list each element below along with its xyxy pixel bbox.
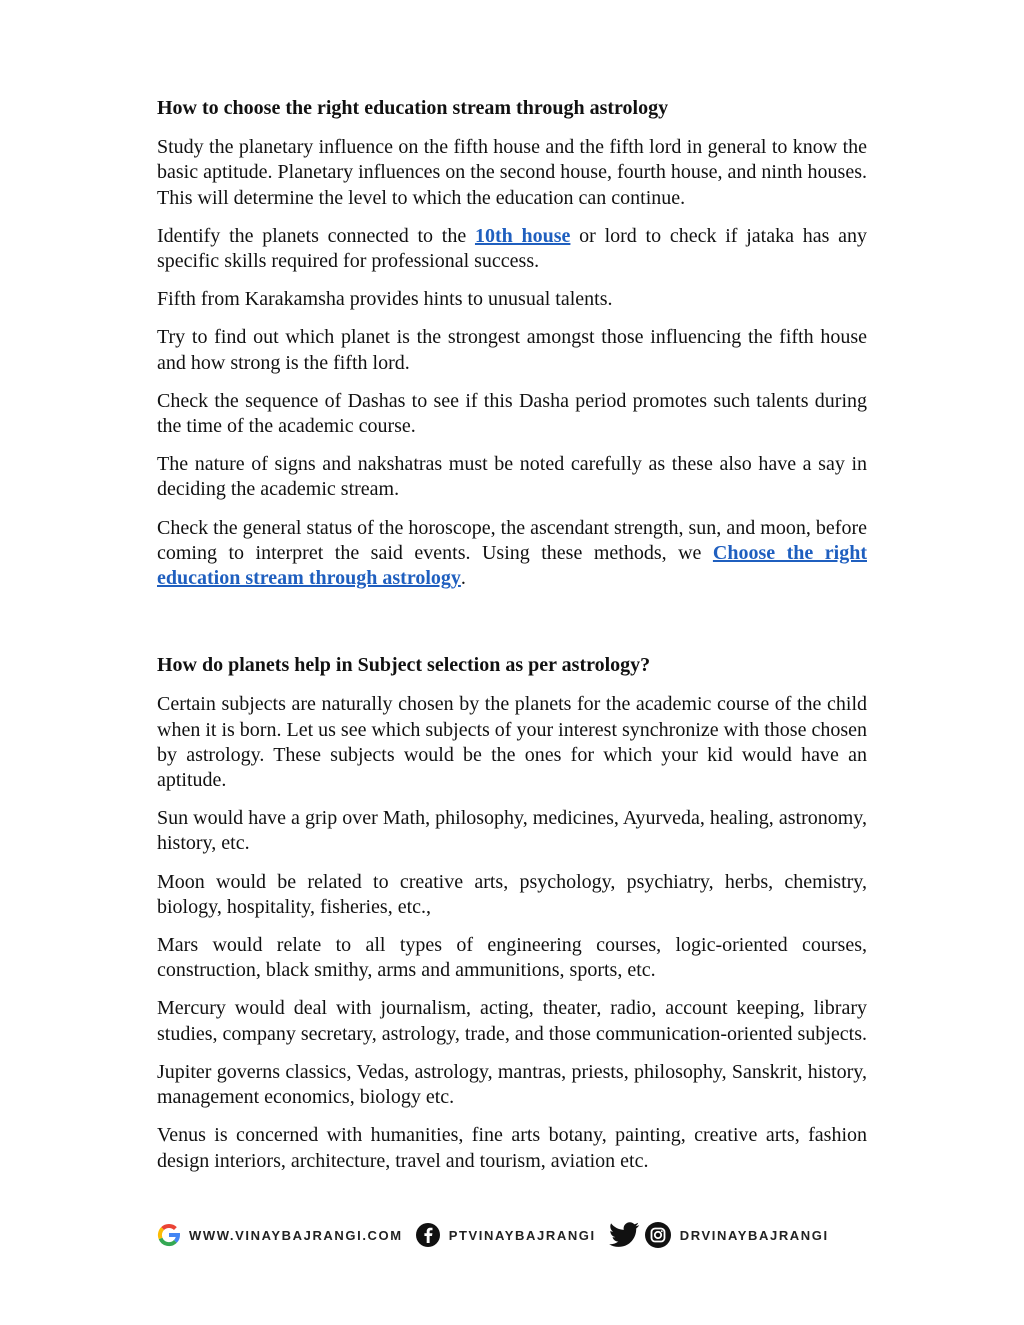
paragraph: The nature of signs and nakshatras must be noted carefully as these also have a say in deciding the academic stream. [157, 453, 867, 501]
paragraph-text: Check the general status of the horoscope, the ascendant strength, sun, and moon, before coming to interpret the said events. Using these methods, we [157, 516, 867, 564]
facebook-icon [415, 1222, 441, 1248]
instagram-icon [644, 1221, 672, 1249]
education-stream-link[interactable]: Choose the right education stream through astrology [157, 541, 867, 590]
tenth-house-link[interactable]: 10th house [474, 224, 571, 247]
footer-bar [157, 1220, 867, 1250]
footer-social[interactable] [608, 1221, 829, 1249]
footer-website[interactable] [157, 1223, 403, 1247]
paragraph: Study the planetary influence on the fifth house and the fifth lord in general to know the basic aptitude. Planetary influences on the second house, fourth house, and ninth houses. This will determine the level to which the education can continue. [157, 136, 867, 209]
twitter-icon [608, 1222, 640, 1248]
google-icon [157, 1223, 181, 1247]
footer-social-text: DRVINAYBAJRANGI [679, 1227, 829, 1243]
paragraph: Try to find out which planet is the strongest amongst those influencing the fifth house and how strong is the fifth lord. [157, 326, 867, 374]
paragraph-text: or lord to check if jataka has any specific skills required for professional success. [157, 224, 868, 273]
paragraph: Sun would have a grip over Math, philosophy, medicines, Ayurveda, healing, astronomy, history, etc. [157, 807, 867, 855]
paragraph: Certain subjects are naturally chosen by the planets for the academic course of the child when it is born. Let us see which subjects of your interest synchronize with those chosen by astrology. These subjects would be the ones for which your kid would have an aptitude. [157, 693, 867, 792]
paragraph: Jupiter governs classics, Vedas, astrology, mantras, priests, philosophy, Sanskrit, history, management economics, biology etc. [157, 1060, 867, 1109]
paragraph: Check the sequence of Dashas to see if this Dasha period promotes such talents during the time of the academic course. [157, 389, 867, 438]
paragraph: Venus is concerned with humanities, fine arts botany, painting, creative arts, fashion design interiors, architecture, travel and tourism, aviation etc. [157, 1124, 867, 1172]
paragraph: Fifth from Karakamsha provides hints to unusual talents. [157, 288, 613, 311]
paragraph [157, 516, 867, 592]
footer-website-text: WWW.VINAYBAJRANGI.COM [189, 1227, 403, 1243]
paragraph: Moon would be related to creative arts, psychology, psychiatry, herbs, chemistry, biology, hospitality, fisheries, etc., [157, 870, 867, 918]
footer-facebook[interactable] [415, 1222, 596, 1248]
paragraph [157, 224, 867, 274]
paragraph-text: . [460, 567, 466, 590]
paragraph: Mercury would deal with journalism, acting, theater, radio, account keeping, library studies, company secretary, astrology, trade, and those communication-oriented subjects. [157, 997, 867, 1045]
section-heading-subject-selection: How do planets help in Subject selection as per astrology? [157, 654, 651, 677]
paragraph-text: Identify the planets connected to the [157, 224, 475, 247]
section-heading-education-stream: How to choose the right education stream through astrology [157, 97, 669, 119]
document-page [157, 96, 867, 1187]
footer-facebook-text: PTVINAYBAJRANGI [448, 1227, 596, 1243]
paragraph: Mars would relate to all types of engineering courses, logic-oriented courses, construction, black smithy, arms and ammunitions, sports, etc. [157, 934, 867, 982]
